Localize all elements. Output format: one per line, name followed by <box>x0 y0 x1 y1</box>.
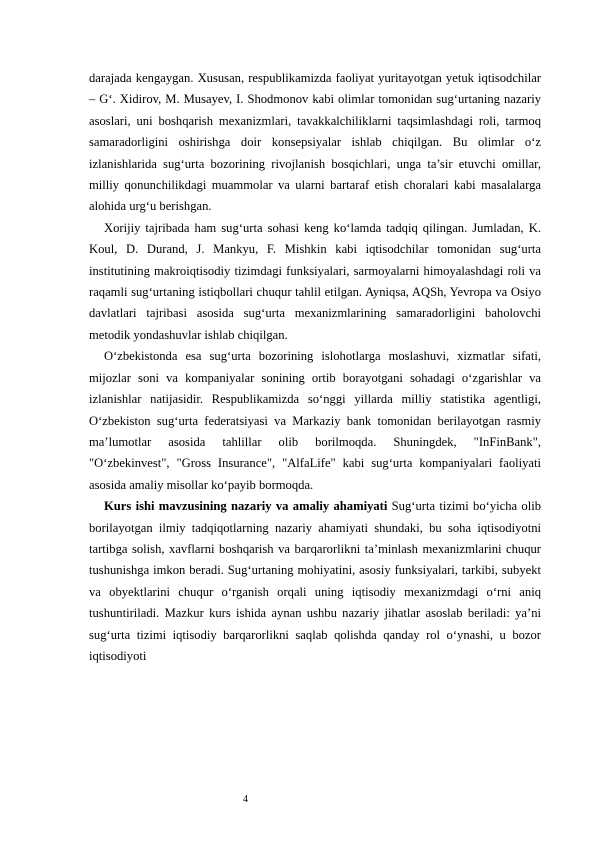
paragraph-1: darajada kengaygan. Xususan, respublikamizda faoliyat yuritayotgan yetuk iqtisodchilar – G‘. Xidirov, M. Musayev, I. Shodmonov kabi olimlar tomonidan sug‘urtaning nazariy asoslari, uni boshqarish mexanizmlari, tavakkalchiliklarni taqsimlashdagi roli, tarmoq samaradorligini oshirishga doir konsepsiyalar ishlab chiqilgan. Bu olimlar o‘z izlanishlarida sug‘urta bozorining rivojlanish bosqichlari, unga ta’sir etuvchi omillar, milliy qonunchilikdagi muammolar va ularni bartaraf etish choralari kabi masalalarga alohida urg‘u berishgan. <box>89 71 541 214</box>
paragraph-3: O‘zbekistonda esa sug‘urta bozorining islohotlarga moslashuvi, xizmatlar sifati, mijozlar soni va kompaniyalar sonining ortib borayotgani sohadagi o‘zgarishlar va izlanishlar natijasidir. Respublikamizda so‘nggi yillarda milliy statistika agentligi, O‘zbekiston sug‘urta federatsiyasi va Markaziy bank tomonidan berilayotgan rasmiy ma’lumotlar asosida tahlillar olib borilmoqda. Shuningdek, "InFinBank", "O‘zbekinvest", "Gross Insurance", "AlfaLife" kabi sug‘urta kompaniyalari faoliyati asosida amaliy misollar ko‘payib bormoqda. <box>89 349 541 492</box>
paragraph-4 <box>89 496 541 667</box>
page-number: 4 <box>243 794 248 805</box>
page-body <box>89 68 541 667</box>
section-heading: Kurs ishi mavzusining nazariy va amaliy ahamiyati <box>104 499 388 514</box>
paragraph-4-text: Sug‘urta tizimi bo‘yicha olib borilayotgan ilmiy tadqiqotlarning nazariy ahamiyati shundaki, bu soha iqtisodiyotni tartibga solish, xavflarni boshqarish va barqarorlikni ta’minlash mexanizmlarini chuqur tushunishga imkon beradi. Sug‘urtaning mohiyatini, asosiy funksiyalari, tarkibi, subyekt va obyektlarini chuqur o‘rganish orqali uning iqtisodiy mexanizmdagi o‘rni aniq tushuntiriladi. Mazkur kurs ishida aynan ushbu nazariy jihatlar asoslab beriladi: ya’ni sug‘urta tizimi iqtisodiy barqarorlikni saqlab qolishda qanday rol o‘ynashi, u bozor iqtisodiyoti <box>89 499 542 663</box>
paragraph-2: Xorijiy tajribada ham sug‘urta sohasi keng ko‘lamda tadqiq qilingan. Jumladan, K. Koul, D. Durand, J. Mankyu, F. Mishkin kabi iqtisodchilar tomonidan sug‘urta institutining makroiqtisodiy tizimdagi funksiyalari, sarmoyalarni himoyalashdagi roli va raqamli sug‘urtaning istiqbollari chuqur tahlil etilgan. Ayniqsa, AQSh, Yevropa va Osiyo davlatlari tajribasi asosida sug‘urta mexanizmlarining samaradorligini baholovchi metodik yondashuvlar ishlab chiqilgan. <box>89 220 541 342</box>
